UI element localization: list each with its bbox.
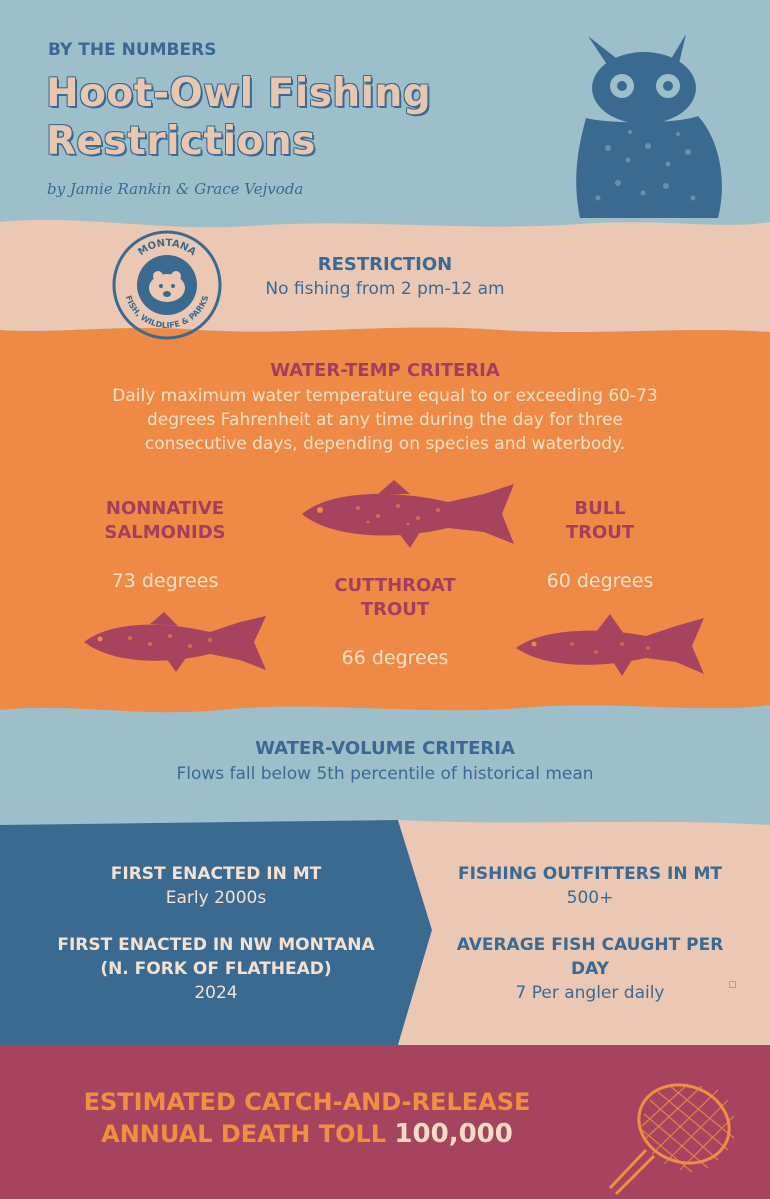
stat-avg-catch-label-1: AVERAGE FISH CAUGHT PER	[456, 935, 724, 955]
stat-outfitters-label: FISHING OUTFITTERS IN MT	[457, 864, 723, 884]
stat-avg-catch-value: 7 Per angler daily	[515, 983, 665, 1003]
species-bull-temp: 60 degrees	[546, 570, 654, 592]
species-cutthroat-line-1: CUTTHROAT	[334, 575, 456, 596]
title-line-2: Restrictions	[46, 119, 316, 164]
species-bull-line-2: TROUT	[565, 522, 635, 543]
species-nonnative-temp: 73 degrees	[111, 570, 219, 592]
water-volume-section	[80, 738, 690, 784]
stat-first-nw-value: 2024	[194, 983, 238, 1003]
stat-first-mt-label: FIRST ENACTED IN MT	[110, 864, 322, 884]
water-temp-line-3: consecutive days, depending on species and waterbody.	[144, 434, 626, 454]
landing-net-icon	[588, 1070, 770, 1199]
title-line-1: Hoot-Owl Fishing	[46, 71, 432, 116]
death-toll-line-2-wrap	[72, 1118, 542, 1150]
salmonid-fish-icon	[80, 612, 270, 676]
species-bull-line-1: BULL	[574, 498, 626, 519]
stat-first-mt-value: Early 2000s	[165, 888, 267, 908]
stat-first-enacted-mt	[20, 862, 412, 910]
water-temp-line-2: degrees Fahrenheit at any time during the day for three	[146, 410, 624, 430]
seal-text-top: MONTANA	[136, 237, 198, 259]
species-nonnative-line-2: SALMONIDS	[104, 522, 226, 543]
page-title	[46, 70, 431, 166]
trout-top-icon	[298, 478, 518, 554]
stat-avg-catch	[430, 933, 750, 1005]
small-marker	[729, 981, 736, 988]
death-toll-line-2: ANNUAL DEATH TOLL	[101, 1120, 387, 1148]
stat-outfitters	[430, 862, 750, 910]
death-toll-number: 100,000	[394, 1119, 513, 1149]
owl-icon	[568, 28, 738, 223]
death-toll-line-1: ESTIMATED CATCH-AND-RELEASE	[83, 1088, 531, 1116]
stat-first-nw-label-2: (N. FORK OF FLATHEAD)	[100, 959, 332, 979]
kicker-label: BY THE NUMBERS	[48, 40, 217, 60]
water-temp-heading: WATER-TEMP CRITERIA	[270, 360, 500, 381]
death-toll-section	[72, 1086, 542, 1150]
water-volume-heading: WATER-VOLUME CRITERIA	[255, 738, 515, 759]
bull-trout-icon	[512, 612, 708, 678]
water-volume-text: Flows fall below 5th percentile of historical mean	[176, 764, 594, 784]
water-temp-line-1: Daily maximum water temperature equal to or exceeding 60-73	[112, 386, 658, 406]
stat-avg-catch-label-2: DAY	[571, 959, 609, 979]
species-nonnative-label	[80, 497, 250, 545]
seal-text-bottom: FISH, WILDLIFE & PARKS	[123, 294, 211, 331]
restriction-text: No fishing from 2 pm-12 am	[265, 279, 505, 299]
species-cutthroat-line-2: TROUT	[360, 599, 430, 620]
species-bull-label	[515, 497, 685, 545]
restriction-heading: RESTRICTION	[317, 254, 453, 275]
stat-outfitters-value: 500+	[566, 888, 614, 908]
restriction-section	[180, 254, 590, 299]
byline: by Jamie Rankin & Grace Vejvoda	[47, 180, 304, 198]
species-cutthroat-temp: 66 degrees	[341, 647, 449, 669]
stat-first-enacted-nw	[20, 933, 412, 1005]
species-nonnative-line-1: NONNATIVE	[105, 498, 225, 519]
stat-first-nw-label-1: FIRST ENACTED IN NW MONTANA	[57, 935, 375, 955]
species-cutthroat-label	[310, 574, 480, 622]
water-temp-section	[70, 360, 700, 456]
